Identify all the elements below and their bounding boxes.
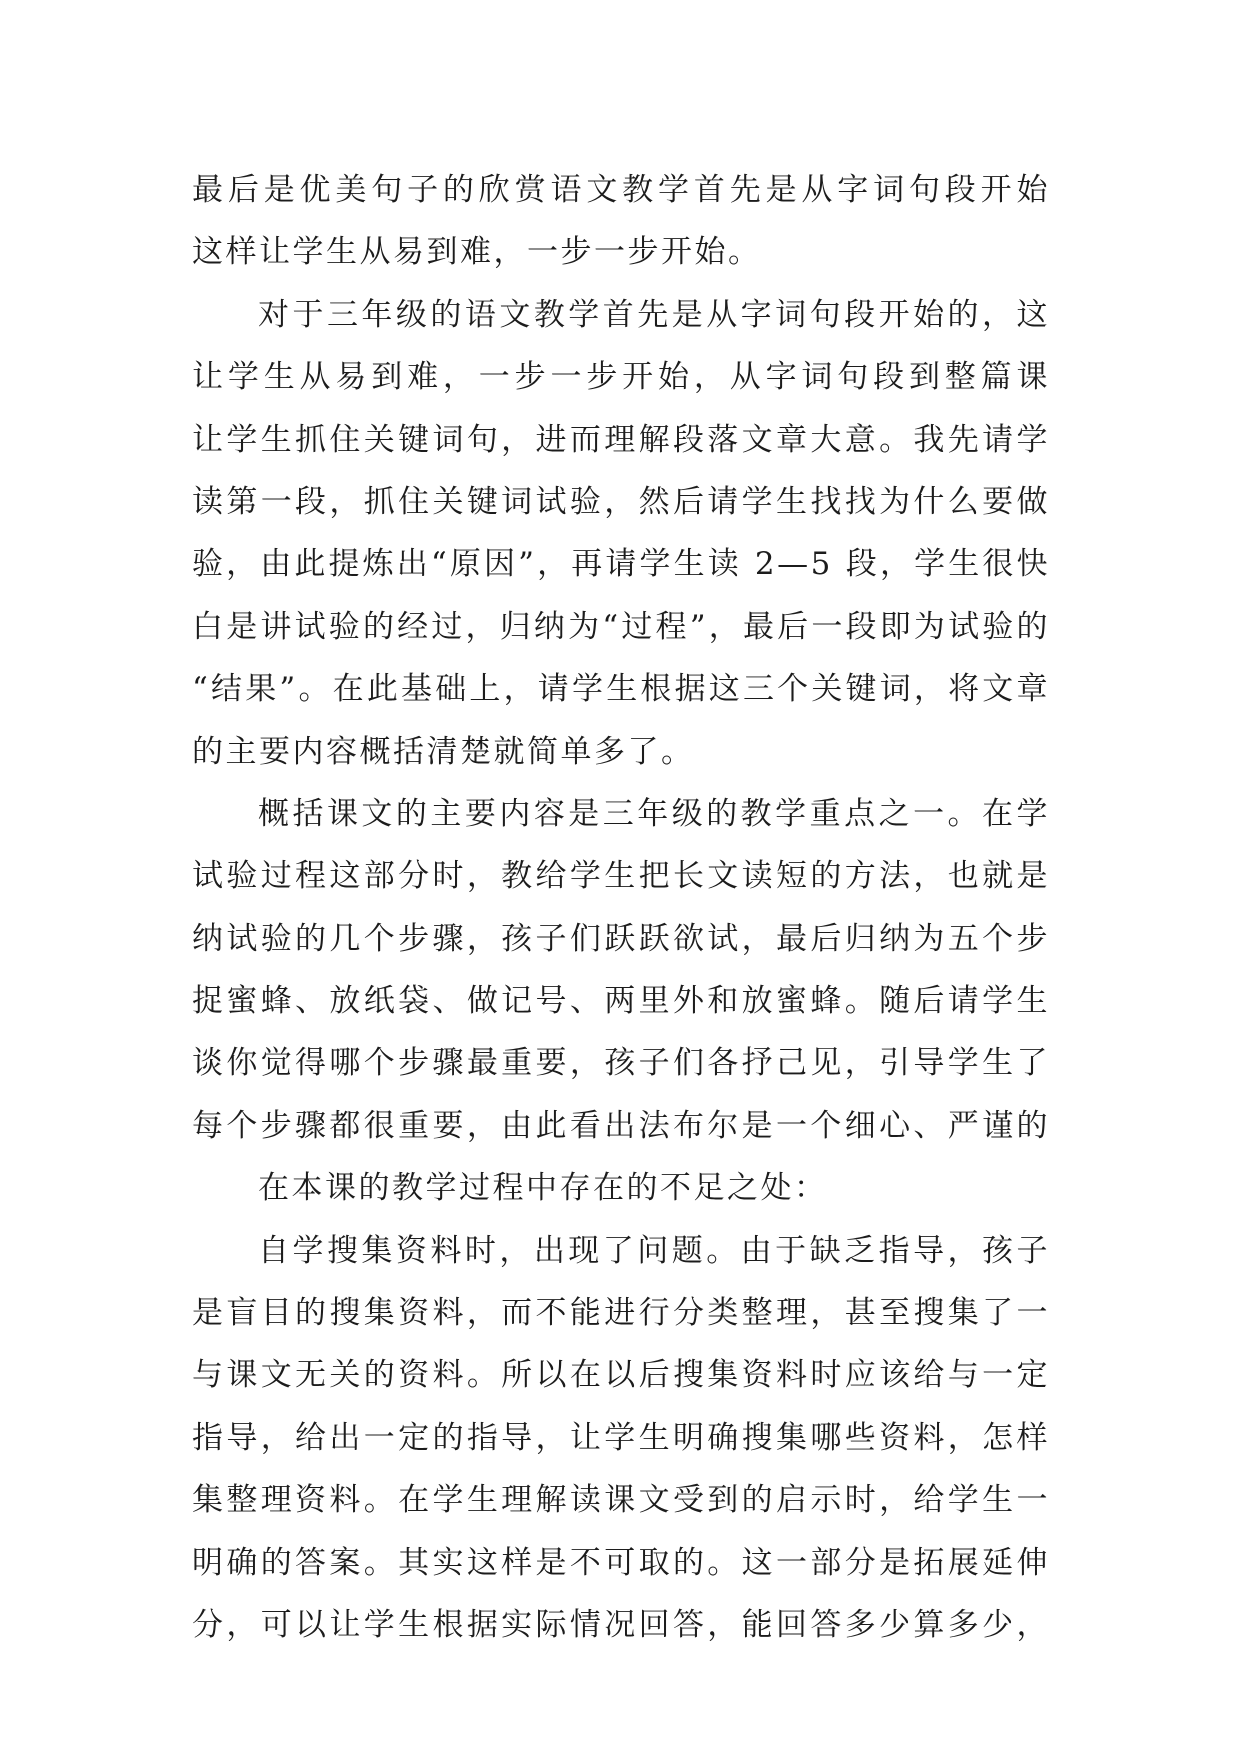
paragraph-first-line: 在本课的教学过程中存在的不足之处： [258, 1170, 828, 1207]
body-text [192, 159, 1050, 1656]
text-line: 是盲目的搜集资料，而不能进行分类整理，甚至搜集了一 [192, 1295, 1050, 1332]
text-line: “结果”。在此基础上，请学生根据这三个关键词，将文章 [192, 671, 1050, 708]
text-line: 纳试验的几个步骤，孩子们跃跃欲试，最后归纳为五个步 [192, 920, 1050, 957]
text-line: 让学生从易到难，一步一步开始，从字词句段到整篇课 [192, 359, 1050, 396]
text-line: 集整理资料。在学生理解读课文受到的启示时，给学生一 [192, 1482, 1050, 1519]
text-line: 这样让学生从易到难，一步一步开始。 [192, 234, 762, 271]
text-line: 明确的答案。其实这样是不可取的。这一部分是拓展延伸 [192, 1544, 1050, 1581]
paragraph-first-line: 对于三年级的语文教学首先是从字词句段开始的，这 [258, 296, 1050, 333]
text-line: 让学生抓住关键词句，进而理解段落文章大意。我先请学 [192, 421, 1050, 458]
paragraph-first-line: 自学搜集资料时，出现了问题。由于缺乏指导，孩子 [258, 1232, 1050, 1269]
text-line: 验，由此提炼出“原因”，再请学生读 2—5 段，学生很快 [192, 546, 1050, 583]
text-line: 试验过程这部分时，教给学生把长文读短的方法，也就是 [192, 858, 1050, 895]
text-line: 与课文无关的资料。所以在以后搜集资料时应该给与一定 [192, 1357, 1050, 1394]
text-line: 每个步骤都很重要，由此看出法布尔是一个细心、严谨的 [192, 1107, 1050, 1144]
text-line: 捉蜜蜂、放纸袋、做记号、两里外和放蜜蜂。随后请学生 [192, 983, 1050, 1020]
text-line: 指导，给出一定的指导，让学生明确搜集哪些资料，怎样 [192, 1419, 1050, 1456]
text-line: 分，可以让学生根据实际情况回答，能回答多少算多少， [192, 1606, 1050, 1643]
paragraph-first-line: 概括课文的主要内容是三年级的教学重点之一。在学 [258, 795, 1050, 832]
text-line: 读第一段，抓住关键词试验，然后请学生找找为什么要做 [192, 483, 1050, 520]
text-line: 的主要内容概括清楚就简单多了。 [192, 733, 695, 770]
text-line: 谈你觉得哪个步骤最重要，孩子们各抒己见，引导学生了 [192, 1045, 1050, 1082]
text-line: 白是讲试验的经过，归纳为“过程”，最后一段即为试验的 [192, 608, 1050, 645]
text-line: 最后是优美句子的欣赏语文教学首先是从字词句段开始 [192, 172, 1050, 208]
